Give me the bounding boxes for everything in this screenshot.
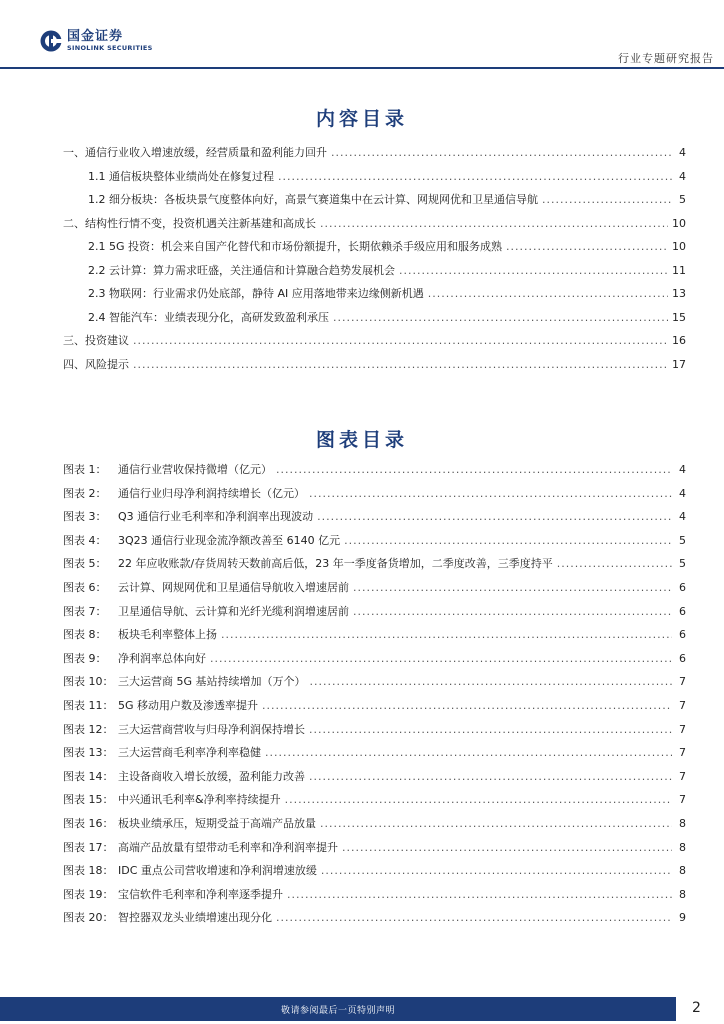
figure-entry-label: 图表 18： bbox=[63, 864, 114, 878]
figure-entry[interactable] bbox=[63, 464, 686, 488]
dot-leader bbox=[265, 747, 672, 759]
figure-entry[interactable] bbox=[63, 700, 686, 724]
toc-entry-page: 13 bbox=[672, 287, 686, 300]
figure-entry[interactable] bbox=[63, 629, 686, 653]
figure-entry-page: 4 bbox=[679, 463, 686, 476]
toc-title: 内容目录 bbox=[315, 108, 408, 130]
page-number: 2 bbox=[692, 1000, 701, 1016]
figure-entry-title: 卫星通信导航、云计算和光纤光缆利润增速居前 bbox=[118, 604, 349, 618]
figure-entry[interactable] bbox=[63, 818, 686, 842]
dot-leader bbox=[542, 194, 672, 206]
figure-entry-page: 8 bbox=[679, 864, 686, 878]
figure-entry-label: 图表 13： bbox=[63, 746, 114, 760]
figure-entry-page: 6 bbox=[679, 651, 686, 665]
dot-leader bbox=[399, 265, 668, 277]
dot-leader bbox=[353, 582, 672, 594]
figure-entry-title: 22 年应收账款/存货周转天数前高后低，23 年一季度备货增加，二季度改善，三季度持平 bbox=[118, 557, 553, 571]
disclaimer-note: 敬请参阅最后一页特别声明 bbox=[280, 1006, 395, 1016]
figure-entry[interactable] bbox=[63, 558, 686, 582]
figure-entry-page: 4 bbox=[679, 486, 686, 500]
figure-entry-label: 图表 8： bbox=[63, 628, 107, 642]
figure-entry-label: 图表 7： bbox=[63, 604, 107, 618]
sinolink-logo bbox=[40, 30, 153, 52]
figure-entry-page: 7 bbox=[679, 793, 686, 807]
figure-entry-label: 图表 4： bbox=[63, 533, 107, 547]
dot-leader bbox=[276, 912, 672, 924]
figure-entry-title: 智控器双龙头业绩增速出现分化 bbox=[118, 911, 272, 925]
figure-list-title: 图表目录 bbox=[315, 429, 408, 451]
toc-entry[interactable] bbox=[63, 288, 686, 312]
dot-leader bbox=[309, 488, 672, 500]
toc-entry-title: 三、投资建议 bbox=[63, 334, 129, 347]
report-type-label: 行业专题研究报告 bbox=[618, 52, 714, 65]
figure-entry-page: 7 bbox=[679, 698, 686, 712]
toc-entry-page: 16 bbox=[672, 334, 686, 347]
figure-entry-page: 7 bbox=[679, 675, 686, 689]
figure-entry-page: 4 bbox=[679, 510, 686, 524]
figure-entry[interactable] bbox=[63, 912, 686, 936]
figure-entry-page: 8 bbox=[679, 816, 686, 830]
dot-leader bbox=[321, 865, 672, 877]
toc-entry-page: 10 bbox=[672, 240, 686, 253]
figure-entry-label: 图表 10： bbox=[63, 675, 114, 689]
toc-entry[interactable] bbox=[63, 218, 686, 242]
figure-entry-title: 板块业绩承压，短期受益于高端产品放量 bbox=[118, 816, 316, 830]
figure-entry[interactable] bbox=[63, 889, 686, 913]
dot-leader bbox=[278, 171, 672, 183]
toc-entry-title: 2.2 云计算：算力需求旺盛，关注通信和计算融合趋势发展机会 bbox=[88, 263, 395, 277]
figure-entry-title: 通信行业归母净利润持续增长（亿元） bbox=[118, 486, 305, 500]
figure-entry-page: 9 bbox=[679, 911, 686, 925]
figure-entry-page: 8 bbox=[679, 887, 686, 901]
toc-entry-title: 2.3 物联网：行业需求仍处底部，静待 AI 应用落地带来边缘侧新机遇 bbox=[88, 287, 424, 300]
toc-entry-page: 4 bbox=[679, 146, 686, 159]
dot-leader bbox=[133, 335, 668, 347]
toc-list bbox=[63, 147, 686, 382]
figure-entry[interactable] bbox=[63, 747, 686, 771]
dot-leader bbox=[221, 629, 672, 641]
toc-entry[interactable] bbox=[63, 194, 686, 218]
figure-entry[interactable] bbox=[63, 676, 686, 700]
header-divider bbox=[0, 67, 724, 69]
figure-entry-title: 宝信软件毛利率和净利率逐季提升 bbox=[118, 887, 283, 901]
toc-entry-title: 二、结构性行情不变，投资机遇关注新基建和高成长 bbox=[63, 216, 316, 230]
figure-entry-page: 7 bbox=[679, 746, 686, 760]
toc-entry[interactable] bbox=[63, 312, 686, 336]
figure-entry[interactable] bbox=[63, 842, 686, 866]
dot-leader bbox=[285, 794, 672, 806]
figure-entry-label: 图表 20： bbox=[63, 911, 114, 925]
figure-entry-page: 8 bbox=[679, 840, 686, 854]
figure-entry-page: 5 bbox=[679, 557, 686, 571]
figure-entry[interactable] bbox=[63, 653, 686, 677]
figure-entry[interactable] bbox=[63, 582, 686, 606]
figure-entry-label: 图表 14： bbox=[63, 769, 114, 783]
dot-leader bbox=[557, 558, 672, 570]
dot-leader bbox=[309, 724, 672, 736]
figure-entry-title: 5G 移动用户数及渗透率提升 bbox=[118, 698, 259, 712]
toc-entry[interactable] bbox=[63, 147, 686, 171]
dot-leader bbox=[331, 147, 672, 159]
toc-entry-page: 5 bbox=[679, 193, 686, 206]
toc-entry[interactable] bbox=[63, 171, 686, 195]
page-header bbox=[0, 0, 724, 70]
toc-entry[interactable] bbox=[63, 265, 686, 289]
figure-entry-title: 净利润率总体向好 bbox=[118, 651, 206, 665]
dot-leader bbox=[262, 700, 672, 712]
dot-leader bbox=[317, 511, 672, 523]
figure-entry-label: 图表 19： bbox=[63, 887, 114, 901]
figure-entry-page: 7 bbox=[679, 769, 686, 783]
figure-entry-title: 中兴通讯毛利率&净利率持续提升 bbox=[118, 793, 281, 807]
toc-entry-title: 1.2 细分板块：各板块景气度整体向好，高景气赛道集中在云计算、网规网优和卫星通信导航 bbox=[88, 193, 538, 206]
figure-entry-title: 板块毛利率整体上扬 bbox=[118, 628, 217, 642]
dot-leader bbox=[210, 653, 672, 665]
dot-leader bbox=[506, 241, 668, 253]
figure-entry-label: 图表 2： bbox=[63, 486, 107, 500]
figure-entry-label: 图表 17： bbox=[63, 840, 114, 854]
figure-entry[interactable] bbox=[63, 488, 686, 512]
toc-entry-title: 2.1 5G 投资：机会来自国产化替代和市场份额提升，长期依赖杀手级应用和服务成熟 bbox=[88, 240, 503, 253]
dot-leader bbox=[276, 464, 672, 476]
figure-entry-label: 图表 11： bbox=[63, 698, 114, 712]
figure-entry-page: 6 bbox=[679, 628, 686, 642]
figure-entry-title: 三大运营商营收与归母净利润保持增长 bbox=[118, 722, 305, 736]
figure-entry-label: 图表 5： bbox=[63, 557, 107, 571]
figure-entry-title: 三大运营商毛利率净利率稳健 bbox=[118, 746, 261, 760]
figure-entry-title: 主设备商收入增长放缓，盈利能力改善 bbox=[118, 769, 305, 783]
figure-entry-title: 高端产品放量有望带动毛利率和净利润率提升 bbox=[118, 840, 338, 854]
figure-entry-label: 图表 3： bbox=[63, 510, 107, 524]
dot-leader bbox=[353, 606, 672, 618]
toc-entry-title: 一、通信行业收入增速放缓，经营质量和盈利能力回升 bbox=[63, 146, 327, 159]
figure-entry-label: 图表 9： bbox=[63, 651, 107, 665]
figure-entry[interactable] bbox=[63, 606, 686, 630]
figure-entry-label: 图表 12： bbox=[63, 722, 114, 736]
logo-chinese-name: 国金证券 bbox=[67, 29, 124, 45]
dot-leader bbox=[428, 288, 668, 300]
toc-entry-page: 10 bbox=[672, 216, 686, 230]
figure-entry-title: 3Q23 通信行业现金流净额改善至 6140 亿元 bbox=[118, 533, 341, 547]
figure-entry-page: 6 bbox=[679, 580, 686, 594]
sinolink-logo-icon bbox=[40, 30, 62, 52]
figure-entry-label: 图表 15： bbox=[63, 793, 114, 807]
toc-entry-title: 2.4 智能汽车：业绩表现分化，高研发致盈利承压 bbox=[88, 310, 329, 324]
toc-entry-page: 11 bbox=[672, 263, 686, 277]
figure-entry-title: Q3 通信行业毛利率和净利润率出现波动 bbox=[118, 510, 314, 524]
dot-leader bbox=[333, 312, 668, 324]
toc-entry-title: 1.1 通信板块整体业绩尚处在修复过程 bbox=[88, 169, 274, 183]
figure-entry[interactable] bbox=[63, 794, 686, 818]
figure-entry-page: 5 bbox=[679, 533, 686, 547]
figure-entry-title: 三大运营商 5G 基站持续增加（万个） bbox=[118, 675, 306, 689]
figure-entry[interactable] bbox=[63, 724, 686, 748]
toc-entry-page: 15 bbox=[672, 310, 686, 324]
dot-leader bbox=[342, 842, 672, 854]
dot-leader bbox=[320, 818, 672, 830]
dot-leader bbox=[287, 889, 672, 901]
figure-entry-label: 图表 1： bbox=[63, 463, 107, 476]
toc-entry[interactable] bbox=[63, 241, 686, 265]
figure-entry[interactable] bbox=[63, 511, 686, 535]
dot-leader bbox=[309, 771, 672, 783]
toc-entry[interactable] bbox=[63, 359, 686, 383]
page-footer bbox=[0, 997, 724, 1024]
figure-list bbox=[63, 464, 686, 936]
toc-entry-page: 4 bbox=[679, 169, 686, 183]
dot-leader bbox=[133, 359, 668, 371]
figure-entry[interactable] bbox=[63, 865, 686, 889]
logo-english-name: SINOLINK SECURITIES bbox=[67, 44, 153, 53]
figure-entry-label: 图表 16： bbox=[63, 816, 114, 830]
figure-entry[interactable] bbox=[63, 771, 686, 795]
toc-entry-title: 四、风险提示 bbox=[63, 357, 129, 371]
toc-entry[interactable] bbox=[63, 335, 686, 359]
figure-entry-label: 图表 6： bbox=[63, 580, 107, 594]
dot-leader bbox=[344, 535, 672, 547]
dot-leader bbox=[320, 218, 668, 230]
figure-entry-page: 7 bbox=[679, 722, 686, 736]
dot-leader bbox=[310, 676, 672, 688]
figure-entry-title: IDC 重点公司营收增速和净利润增速放缓 bbox=[118, 864, 317, 878]
figure-entry-page: 6 bbox=[679, 604, 686, 618]
figure-entry-title: 云计算、网规网优和卫星通信导航收入增速居前 bbox=[118, 580, 349, 594]
figure-entry-title: 通信行业营收保持微增（亿元） bbox=[118, 463, 272, 476]
figure-entry[interactable] bbox=[63, 535, 686, 559]
toc-entry-page: 17 bbox=[672, 357, 686, 371]
